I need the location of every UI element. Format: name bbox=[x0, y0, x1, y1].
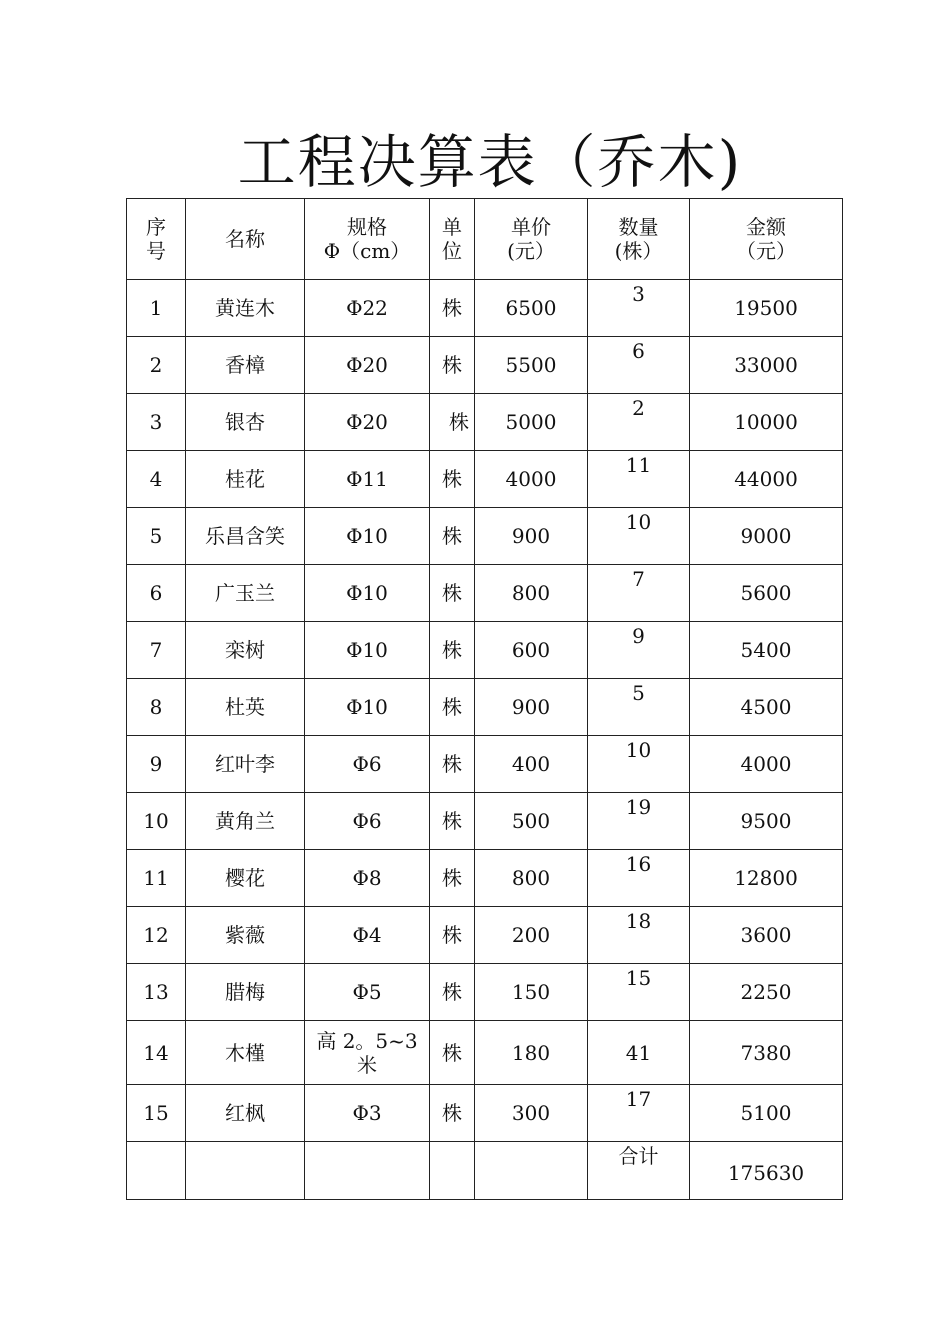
cell-unit: 株 bbox=[430, 280, 475, 337]
cell-price: 200 bbox=[475, 907, 588, 964]
cell-no: 15 bbox=[127, 1085, 186, 1142]
header-price bbox=[475, 199, 588, 280]
cell-qty: 11 bbox=[588, 451, 690, 508]
cell-spec: Φ6 bbox=[305, 793, 430, 850]
cell-unit: 株 bbox=[430, 394, 475, 451]
cell-price: 800 bbox=[475, 850, 588, 907]
header-price-line1: 单价 bbox=[511, 215, 551, 239]
cell-amount: 5100 bbox=[690, 1085, 843, 1142]
cell-spec bbox=[305, 1021, 430, 1085]
table-row bbox=[127, 850, 843, 907]
cell-amount: 5600 bbox=[690, 565, 843, 622]
cell-spec: Φ10 bbox=[305, 622, 430, 679]
cell-name: 银杏 bbox=[186, 394, 305, 451]
header-amount bbox=[690, 199, 843, 280]
cell-amount: 9500 bbox=[690, 793, 843, 850]
cell-unit: 株 bbox=[430, 964, 475, 1021]
cell-amount: 4000 bbox=[690, 736, 843, 793]
table-row bbox=[127, 565, 843, 622]
cell-price: 400 bbox=[475, 736, 588, 793]
total-empty-cell bbox=[127, 1142, 186, 1200]
total-empty-cell bbox=[305, 1142, 430, 1200]
total-row bbox=[127, 1142, 843, 1200]
page-title: 工程决算表（乔木) bbox=[237, 128, 743, 196]
cell-name: 腊梅 bbox=[186, 964, 305, 1021]
table-row bbox=[127, 451, 843, 508]
cell-price: 180 bbox=[475, 1021, 588, 1085]
cell-no: 8 bbox=[127, 679, 186, 736]
header-index bbox=[127, 199, 186, 280]
cell-name: 黄角兰 bbox=[186, 793, 305, 850]
cell-qty: 41 bbox=[588, 1021, 690, 1085]
header-spec bbox=[305, 199, 430, 280]
cell-unit: 株 bbox=[430, 451, 475, 508]
cell-qty: 10 bbox=[588, 508, 690, 565]
cell-no: 4 bbox=[127, 451, 186, 508]
table-row bbox=[127, 907, 843, 964]
cell-qty: 3 bbox=[588, 280, 690, 337]
header-spec-line1: 规格 bbox=[347, 215, 387, 239]
cell-no: 14 bbox=[127, 1021, 186, 1085]
cell-name: 广玉兰 bbox=[186, 565, 305, 622]
cell-unit: 株 bbox=[430, 793, 475, 850]
cell-unit: 株 bbox=[430, 679, 475, 736]
cell-no: 11 bbox=[127, 850, 186, 907]
cell-name: 黄连木 bbox=[186, 280, 305, 337]
cell-name: 樱花 bbox=[186, 850, 305, 907]
cell-unit: 株 bbox=[430, 622, 475, 679]
cell-spec: Φ10 bbox=[305, 565, 430, 622]
cell-spec: Φ20 bbox=[305, 394, 430, 451]
cell-name: 栾树 bbox=[186, 622, 305, 679]
cell-spec: Φ10 bbox=[305, 508, 430, 565]
cell-unit: 株 bbox=[430, 1021, 475, 1085]
cell-qty: 6 bbox=[588, 337, 690, 394]
cell-price: 600 bbox=[475, 622, 588, 679]
table-row bbox=[127, 1085, 843, 1142]
cell-qty: 18 bbox=[588, 907, 690, 964]
header-index-line2: 号 bbox=[146, 239, 166, 263]
cell-price: 6500 bbox=[475, 280, 588, 337]
cell-no: 10 bbox=[127, 793, 186, 850]
cell-price: 150 bbox=[475, 964, 588, 1021]
cell-name: 红枫 bbox=[186, 1085, 305, 1142]
cell-no: 2 bbox=[127, 337, 186, 394]
cell-name: 桂花 bbox=[186, 451, 305, 508]
table-row bbox=[127, 622, 843, 679]
cell-amount: 12800 bbox=[690, 850, 843, 907]
header-unit-line1: 单 bbox=[442, 215, 462, 239]
cell-unit: 株 bbox=[430, 736, 475, 793]
settlement-table bbox=[126, 198, 843, 1200]
cell-qty: 5 bbox=[588, 679, 690, 736]
header-unit bbox=[430, 199, 475, 280]
cell-price: 5000 bbox=[475, 394, 588, 451]
header-index-line1: 序 bbox=[146, 215, 166, 239]
cell-price: 5500 bbox=[475, 337, 588, 394]
table-row bbox=[127, 508, 843, 565]
header-amount-line2: （元） bbox=[736, 239, 796, 263]
header-spec-line2: Φ（cm） bbox=[323, 239, 411, 263]
table-row bbox=[127, 793, 843, 850]
cell-name: 红叶李 bbox=[186, 736, 305, 793]
table-row bbox=[127, 280, 843, 337]
cell-qty: 19 bbox=[588, 793, 690, 850]
table-row bbox=[127, 679, 843, 736]
cell-no: 1 bbox=[127, 280, 186, 337]
cell-name: 杜英 bbox=[186, 679, 305, 736]
cell-spec-line2: 米 bbox=[357, 1052, 377, 1077]
cell-spec-line1: 高 2。5~3 bbox=[316, 1028, 418, 1053]
cell-amount: 9000 bbox=[690, 508, 843, 565]
header-qty bbox=[588, 199, 690, 280]
cell-amount: 7380 bbox=[690, 1021, 843, 1085]
header-qty-line2: (株） bbox=[614, 239, 663, 263]
cell-name: 紫薇 bbox=[186, 907, 305, 964]
cell-amount: 3600 bbox=[690, 907, 843, 964]
cell-spec: Φ22 bbox=[305, 280, 430, 337]
cell-name: 香樟 bbox=[186, 337, 305, 394]
total-empty-cell bbox=[186, 1142, 305, 1200]
cell-unit: 株 bbox=[430, 850, 475, 907]
cell-unit: 株 bbox=[430, 337, 475, 394]
cell-no: 9 bbox=[127, 736, 186, 793]
cell-price: 300 bbox=[475, 1085, 588, 1142]
cell-qty: 16 bbox=[588, 850, 690, 907]
header-price-line2: (元） bbox=[507, 239, 555, 263]
table-row bbox=[127, 394, 843, 451]
total-empty-cell bbox=[430, 1142, 475, 1200]
cell-qty: 7 bbox=[588, 565, 690, 622]
cell-amount: 44000 bbox=[690, 451, 843, 508]
cell-no: 12 bbox=[127, 907, 186, 964]
cell-no: 5 bbox=[127, 508, 186, 565]
cell-spec: Φ20 bbox=[305, 337, 430, 394]
cell-unit: 株 bbox=[430, 907, 475, 964]
cell-qty: 9 bbox=[588, 622, 690, 679]
cell-amount: 10000 bbox=[690, 394, 843, 451]
cell-amount: 19500 bbox=[690, 280, 843, 337]
cell-price: 800 bbox=[475, 565, 588, 622]
table-row bbox=[127, 1021, 843, 1085]
cell-amount: 4500 bbox=[690, 679, 843, 736]
cell-qty: 10 bbox=[588, 736, 690, 793]
cell-amount: 2250 bbox=[690, 964, 843, 1021]
cell-spec: Φ10 bbox=[305, 679, 430, 736]
cell-price: 900 bbox=[475, 679, 588, 736]
cell-qty: 15 bbox=[588, 964, 690, 1021]
cell-unit: 株 bbox=[430, 565, 475, 622]
cell-spec: Φ8 bbox=[305, 850, 430, 907]
cell-no: 13 bbox=[127, 964, 186, 1021]
cell-price: 4000 bbox=[475, 451, 588, 508]
cell-price: 900 bbox=[475, 508, 588, 565]
cell-name: 木槿 bbox=[186, 1021, 305, 1085]
cell-spec: Φ3 bbox=[305, 1085, 430, 1142]
table-row bbox=[127, 337, 843, 394]
cell-qty: 17 bbox=[588, 1085, 690, 1142]
cell-spec: Φ6 bbox=[305, 736, 430, 793]
cell-no: 3 bbox=[127, 394, 186, 451]
table-row bbox=[127, 964, 843, 1021]
table-header-row bbox=[127, 199, 843, 280]
total-amount: 175630 bbox=[690, 1142, 843, 1200]
cell-amount: 33000 bbox=[690, 337, 843, 394]
header-amount-line1: 金额 bbox=[746, 215, 786, 239]
header-qty-line1: 数量 bbox=[618, 215, 659, 239]
cell-spec: Φ11 bbox=[305, 451, 430, 508]
cell-unit: 株 bbox=[430, 1085, 475, 1142]
cell-name: 乐昌含笑 bbox=[186, 508, 305, 565]
header-name: 名称 bbox=[186, 199, 305, 280]
cell-spec: Φ5 bbox=[305, 964, 430, 1021]
total-label: 合计 bbox=[588, 1142, 690, 1200]
header-unit-line2: 位 bbox=[442, 239, 462, 263]
cell-spec: Φ4 bbox=[305, 907, 430, 964]
cell-qty: 2 bbox=[588, 394, 690, 451]
cell-no: 7 bbox=[127, 622, 186, 679]
cell-amount: 5400 bbox=[690, 622, 843, 679]
cell-no: 6 bbox=[127, 565, 186, 622]
cell-unit: 株 bbox=[430, 508, 475, 565]
table-row bbox=[127, 736, 843, 793]
cell-price: 500 bbox=[475, 793, 588, 850]
total-empty-cell bbox=[475, 1142, 588, 1200]
